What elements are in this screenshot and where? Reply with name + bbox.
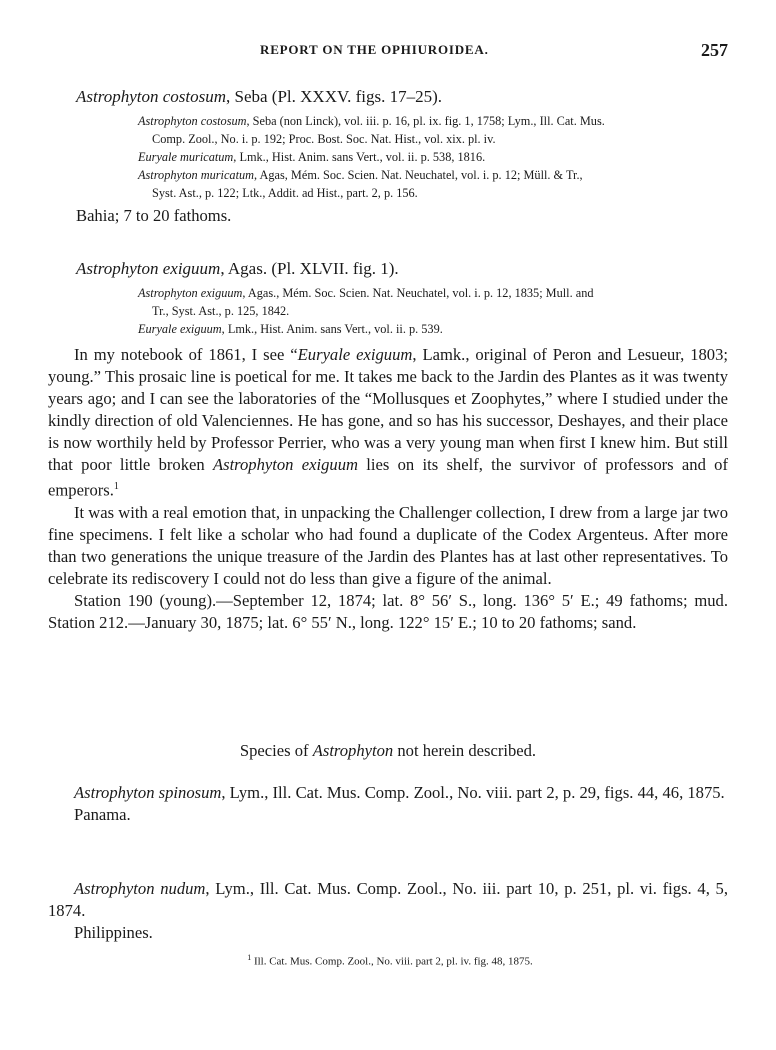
paragraph-challenger: It was with a real emotion that, in unpacking the Challenger collection, I drew from a large jar two fine specimens. I felt like a scholar who had found a duplicate of the Codex Argenteus. After more than two generations the unique treasure of the Jardin des Plantes has at last other representatives. To celebrate its rediscovery I could not do less than give a figure of the animal. (48, 502, 729, 588)
locality-spinosum: Panama. (74, 805, 131, 824)
locality-costosum: Bahia; 7 to 20 fathoms. (76, 206, 232, 225)
synonym-entry: Euryale muricatum, Lmk., Hist. Anim. sans Vert., vol. ii. p. 538, 1816. (138, 150, 486, 164)
synonym-entry: Astrophyton exiguum, Agas., Mém. Soc. Scien. Nat. Neuchatel, vol. i. p. 12, 1835; Mull. and Tr., Syst. Ast., p. 125, 1842. (138, 286, 594, 318)
synonymy-costosum (60, 112, 730, 202)
locality-nudum: Philippines. (74, 923, 153, 942)
synonym-entry: Astrophyton costosum, Seba (non Linck), vol. iii. p. 16, pl. ix. fig. 1, 1758; Lym., Ill. Cat. Mus. Comp. Zool., No. i. p. 192; Proc. Bost. Soc. Nat. Hist., vol. xix. pl. iv. (138, 114, 605, 146)
synonym-entry: Astrophyton muricatum, Agas, Mém. Soc. Scien. Nat. Neuchatel, vol. i. p. 12; Müll. & Tr., Syst. Ast., p. 122; Ltk., Addit. ad Hist., part. 2, p. 156. (138, 168, 583, 200)
species-entry-spinosum: Astrophyton spinosum, Lym., Ill. Cat. Mus. Comp. Zool., No. viii. part 2, p. 29, figs. 44, 46, 1875. Panama. (48, 782, 728, 826)
paragraph-stations: Station 190 (young).—September 12, 1874; lat. 8° 56′ S., long. 136° 5′ E.; 49 fathoms; mud. Station 212.—January 30, 1875; lat. 6° 55′ N., long. 122° 15′ E.; 10 to 20 fathoms; sand. (48, 590, 728, 632)
footnote-mark: 1 (247, 953, 252, 962)
paragraph-notebook: In my notebook of 1861, I see “Euryale exiguum, Lamk., original of Peron and Lesueur, 1803; young.” This prosaic line is poetical for me. It takes me back to the Jardin des Plantes as it was twenty years ago; and I can see the laboratories of the “Mollusques et Zoophytes,” where I studied under the kindly direction of old Valenciennes. He has gone, and so has his successor, Deshayes, and their place is now worthily held by Professor Perrier, who was a very young man when first I knew him. But still that poor little broken Astrophyton exiguum lies on its shelf, the survivor of professors and of emperors.$^1$ (48, 345, 729, 500)
synonymy-exiguum (60, 284, 730, 338)
footnote: $^1$ Ill. Cat. Mus. Comp. Zool., No. viii. part 2, pl. iv. fig. 48, 1875. (247, 953, 533, 968)
section-heading-not-described: Species of Astrophyton not herein described. (239, 741, 537, 760)
species-title-costosum: Astrophyton costosum, Seba (Pl. XXXV. figs. 17–25). (76, 87, 442, 106)
synonym-entry: Euryale exiguum, Lmk., Hist. Anim. sans Vert., vol. ii. p. 539. (138, 322, 443, 336)
species-entry-nudum: Astrophyton nudum, Lym., Ill. Cat. Mus. Comp. Zool., No. iii. part 10, p. 251, pl. vi. figs. 4, 5, 1874. Philippines. (48, 879, 729, 942)
running-title: REPORT ON THE OPHIUROIDEA. (260, 42, 489, 57)
body-text (48, 344, 728, 634)
page-number: 257 (701, 40, 728, 60)
species-title-exiguum: Astrophyton exiguum, Agas. (Pl. XLVII. fig. 1). (76, 259, 399, 278)
footnote-reference: 1 (113, 481, 119, 492)
